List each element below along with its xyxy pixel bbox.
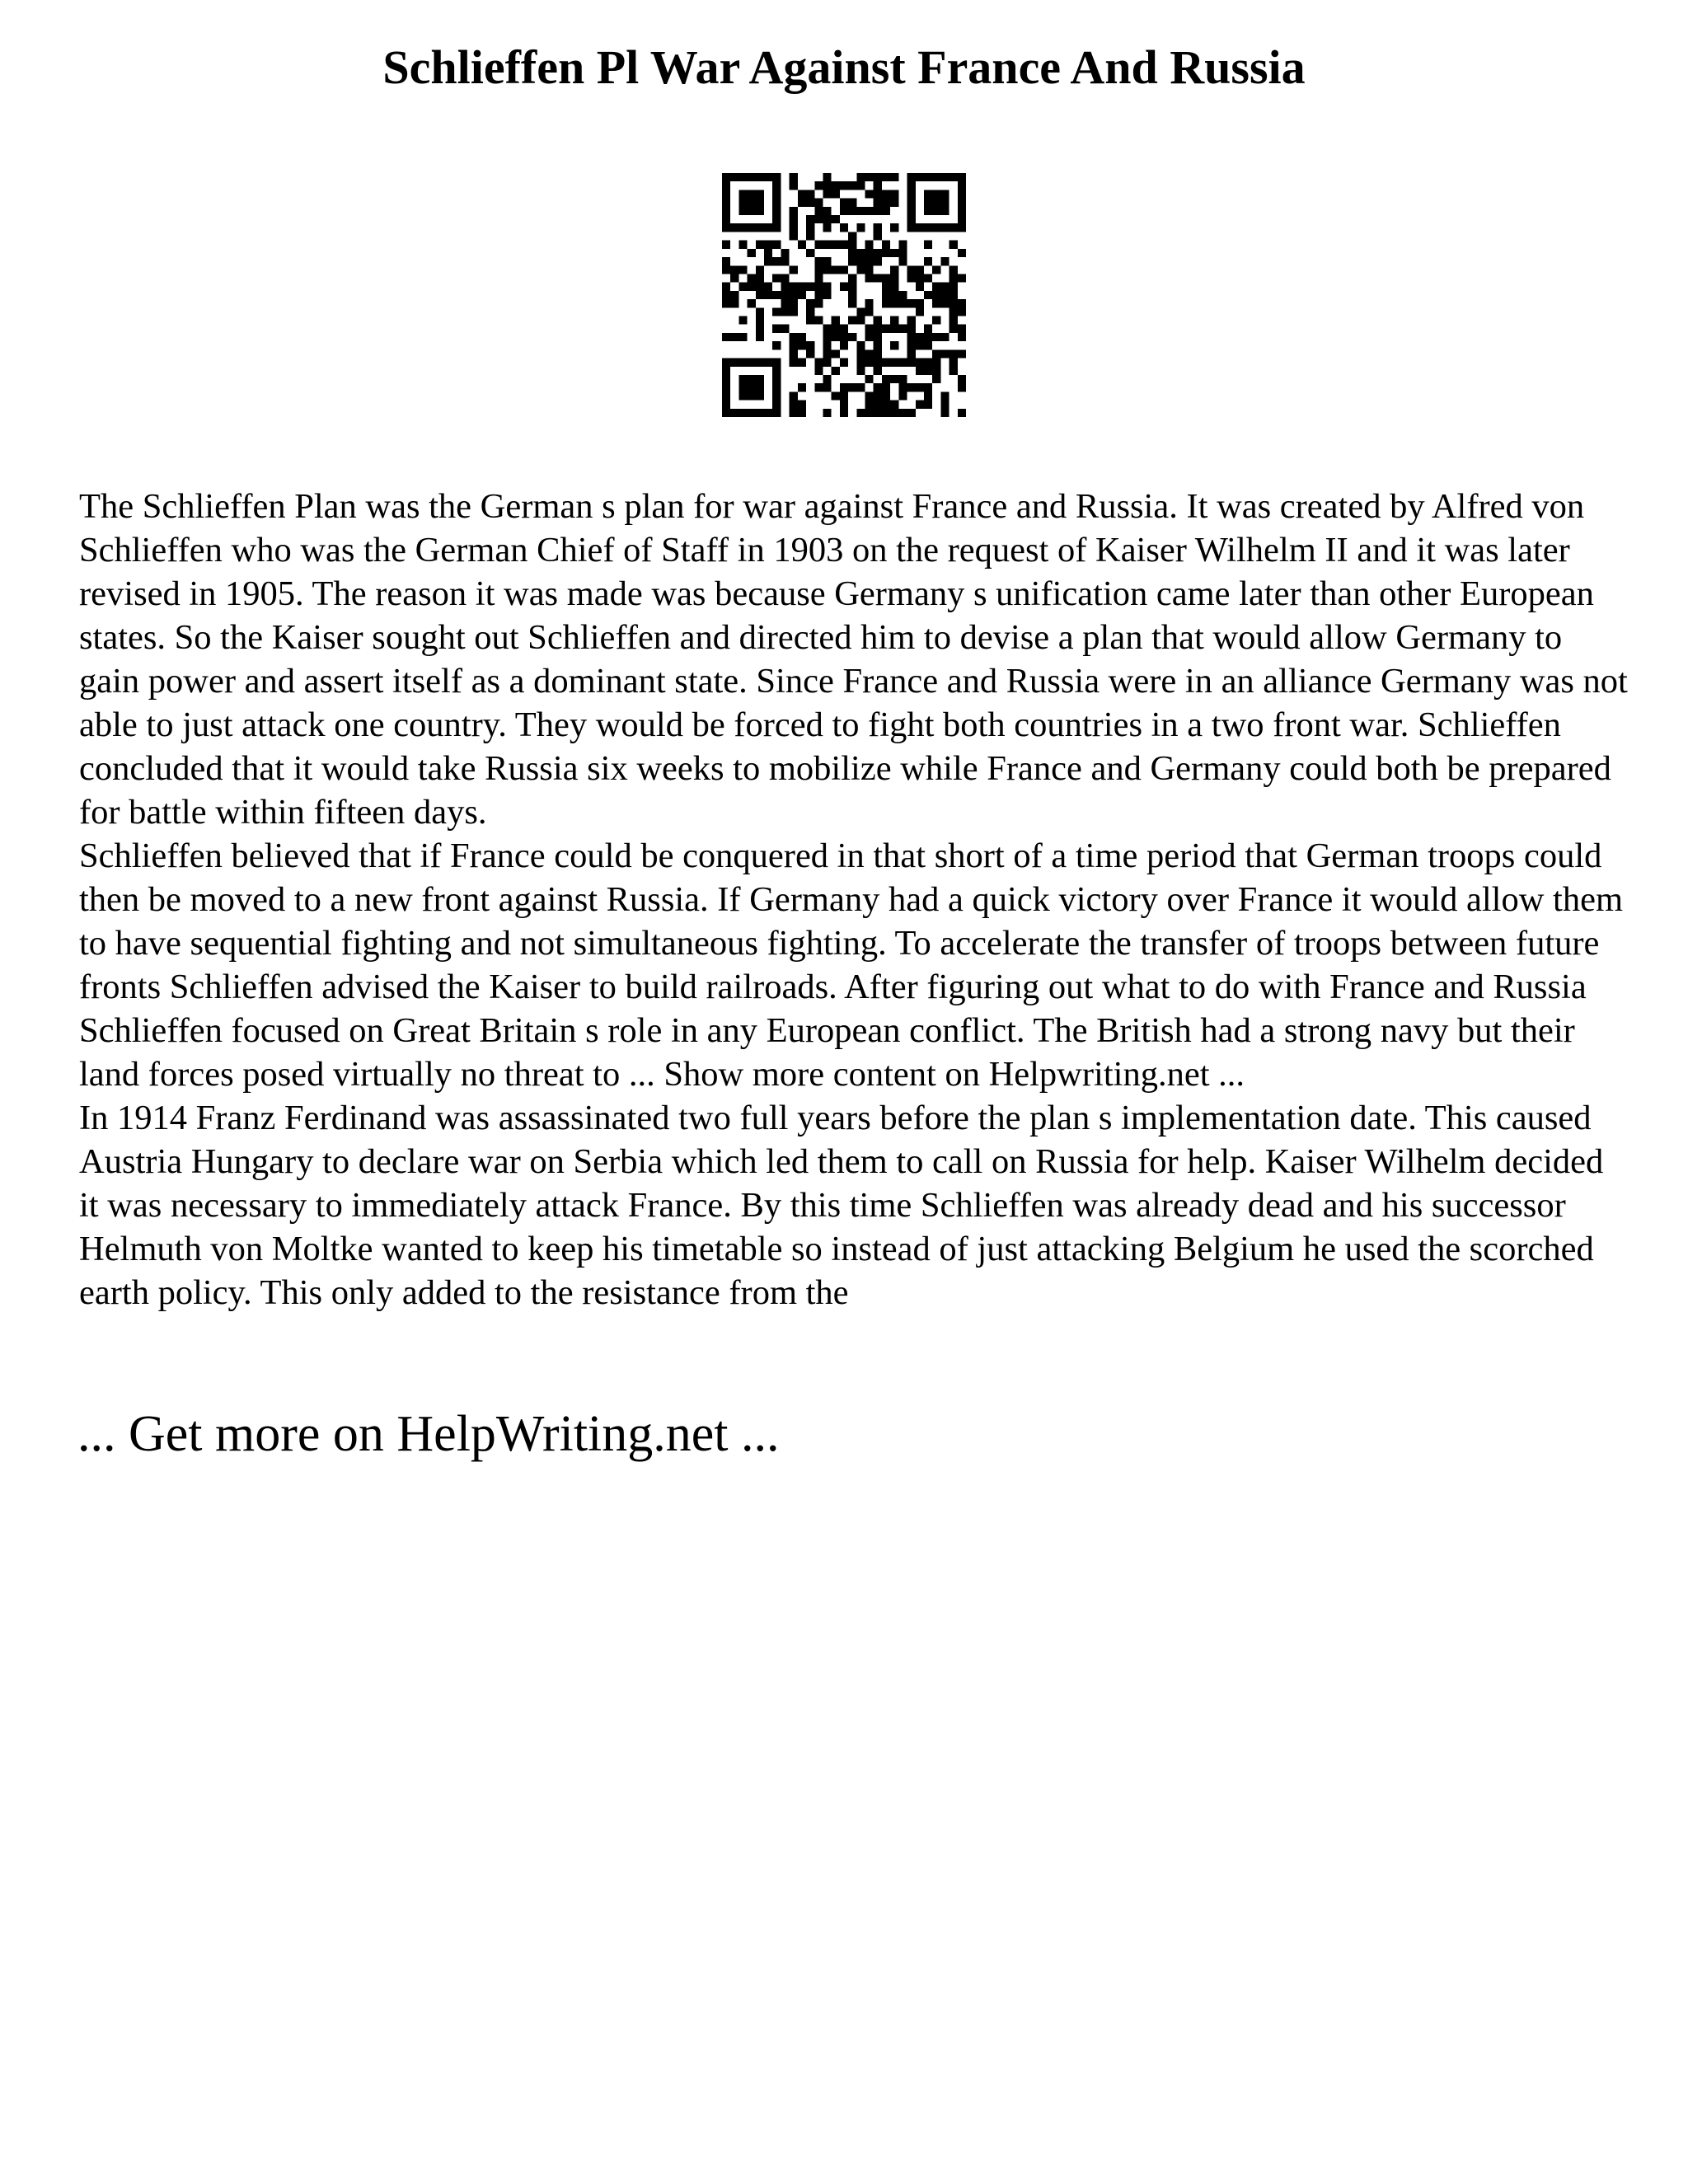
- body-text: [79, 485, 1629, 1315]
- paragraph: Schlieffen believed that if France could be conquered in that short of a time period that German troops could then be moved to a new front against Russia. If Germany had a quick victory over France it would allow them to have sequential fighting and not simultaneous fighting. To accelerate the transfer of troops between future fronts Schlieffen advised the Kaiser to build railroads. After figuring out what to do with France and Russia Schlieffen focused on Great Britain s role in any European conflict. The British had a strong navy but their land forces posed virtually no threat to ... Show more content on Helpwriting.net ...: [79, 837, 1624, 1094]
- page-title: Schlieffen Pl War Against France And Russia: [382, 40, 1306, 94]
- paragraph: In 1914 Franz Ferdinand was assassinated two full years before the plan s implementation date. This caused Austria Hungary to declare war on Serbia which led them to call on Russia for help. Kaiser Wilhelm decided it was necessary to immediately attack France. By this time Schlieffen was already dead and his successor Helmuth von Moltke wanted to keep his timetable so instead of just attacking Belgium he used the scorched earth policy. This only added to the resistance from the: [79, 1099, 1604, 1312]
- paragraph: The Schlieffen Plan was the German s plan for war against France and Russia. It was created by Alfred von Schlieffen who was the German Chief of Staff in 1903 on the request of Kaiser Wilhelm II and it was later revised in 1905. The reason it was made was because Germany s unification came later than other European states. So the Kaiser sought out Schlieffen and directed him to devise a plan that would allow Germany to gain power and assert itself as a dominant state. Since France and Russia were in an alliance Germany was not able to just attack one country. They would be forced to fight both countries in a two front war. Schlieffen concluded that it would take Russia six weeks to mobilize while France and Germany could both be prepared for battle within fifteen days.: [79, 487, 1628, 832]
- get-more-link[interactable]: ... Get more on HelpWriting.net ...: [77, 1406, 780, 1462]
- qr-code-icon: [722, 173, 966, 417]
